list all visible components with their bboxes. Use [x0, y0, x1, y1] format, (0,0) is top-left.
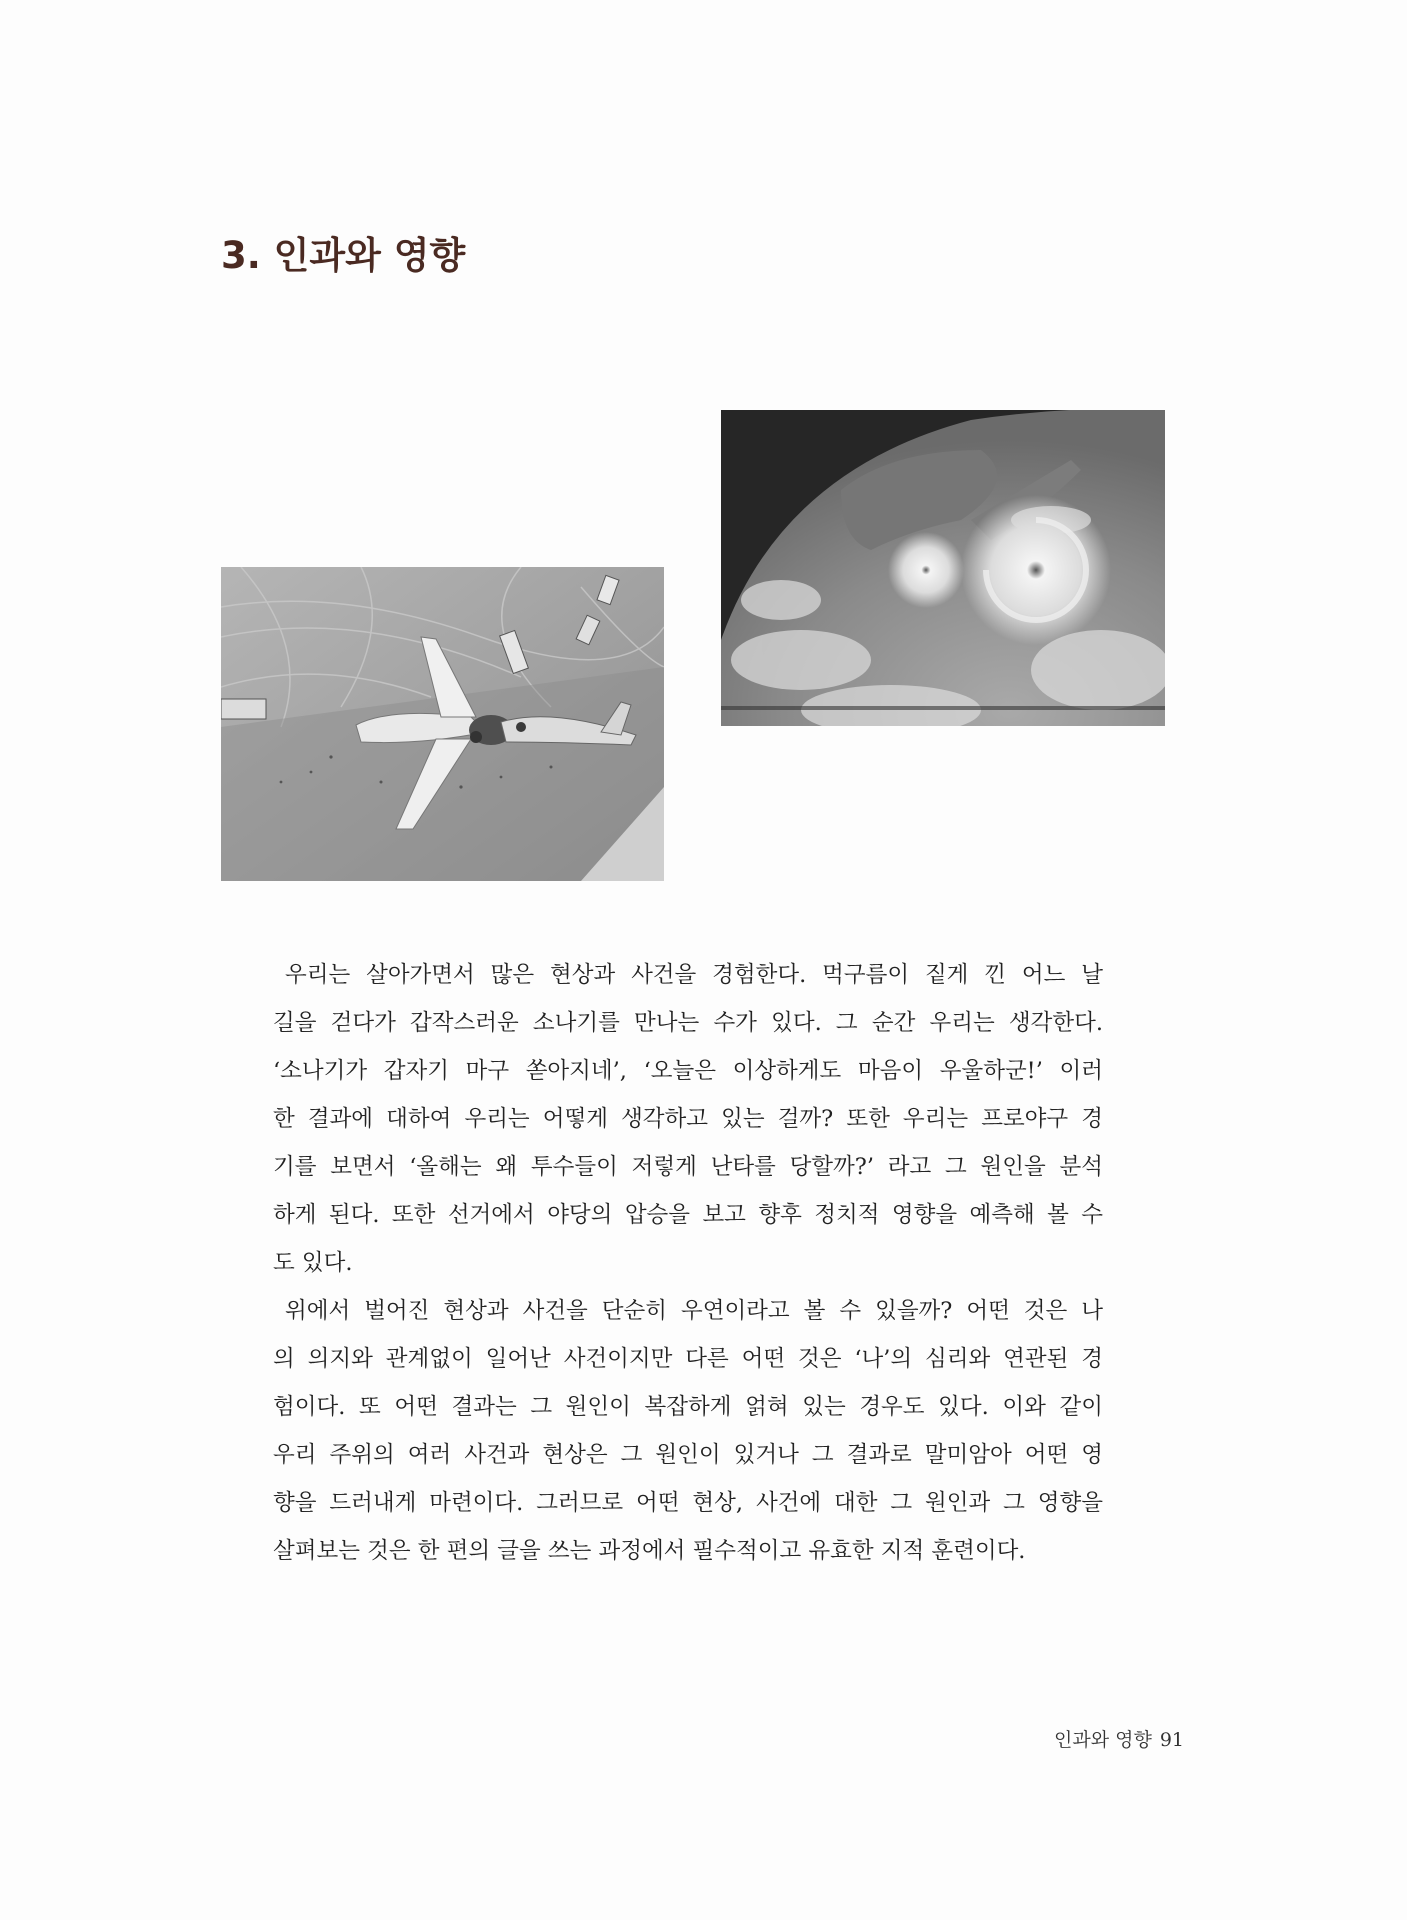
text-line: 한 결과에 대하여 우리는 어떻게 생각하고 있는 걸까? 또한 우리는 프로야구 경: [273, 1106, 1103, 1132]
crashed-airplane-image: [221, 567, 664, 881]
text-line: 험이다. 또 어떤 결과는 그 원인이 복잡하게 얽혀 있는 경우도 있다. 이와 같이: [273, 1394, 1103, 1420]
paragraph-1: [273, 951, 1103, 1287]
page-number: 91: [1159, 1729, 1184, 1751]
typhoon-satellite-photo: [721, 410, 1165, 726]
text-line: 살펴보는 것은 한 편의 글을 쓰는 과정에서 필수적이고 유효한 지적 훈련이다.: [273, 1538, 1026, 1564]
running-footer-section: 인과와 영향: [1054, 1729, 1152, 1751]
page-footer: [1054, 1725, 1184, 1752]
text-line: ‘소나기가 갑자기 마구 쏟아지네’, ‘오늘은 이상하게도 마음이 우울하군!’ 이러: [273, 1058, 1103, 1084]
text-line: 우리는 살아가면서 많은 현상과 사건을 경험한다. 먹구름이 짙게 낀 어느 날: [285, 962, 1103, 988]
text-line: 우리 주위의 여러 사건과 현상은 그 원인이 있거나 그 결과로 말미암아 어떤 영: [273, 1442, 1103, 1468]
text-line: 위에서 벌어진 현상과 사건을 단순히 우연이라고 볼 수 있을까? 어떤 것은 나: [285, 1298, 1103, 1324]
text-line: 기를 보면서 ‘올해는 왜 투수들이 저렇게 난타를 당할까?’ 라고 그 원인을 분석: [273, 1154, 1103, 1180]
text-line: 도 있다.: [273, 1250, 353, 1276]
section-title: 3. 인과와 영향: [221, 234, 466, 277]
text-line: 하게 된다. 또한 선거에서 야당의 압승을 보고 향후 정치적 영향을 예측해 볼 수: [273, 1202, 1103, 1228]
text-line: 향을 드러내게 마련이다. 그러므로 어떤 현상, 사건에 대한 그 원인과 그 영향을: [273, 1490, 1103, 1516]
body-text: [273, 951, 1103, 1575]
crashed-airplane-photo: [221, 567, 664, 881]
text-line: 의 의지와 관계없이 일어난 사건이지만 다른 어떤 것은 ‘나’의 심리와 연관된 경: [273, 1346, 1103, 1372]
typhoon-satellite-image: [721, 410, 1165, 726]
paragraph-2: [273, 1287, 1103, 1575]
text-line: 길을 걷다가 갑작스러운 소나기를 만나는 수가 있다. 그 순간 우리는 생각한다.: [273, 1010, 1103, 1036]
